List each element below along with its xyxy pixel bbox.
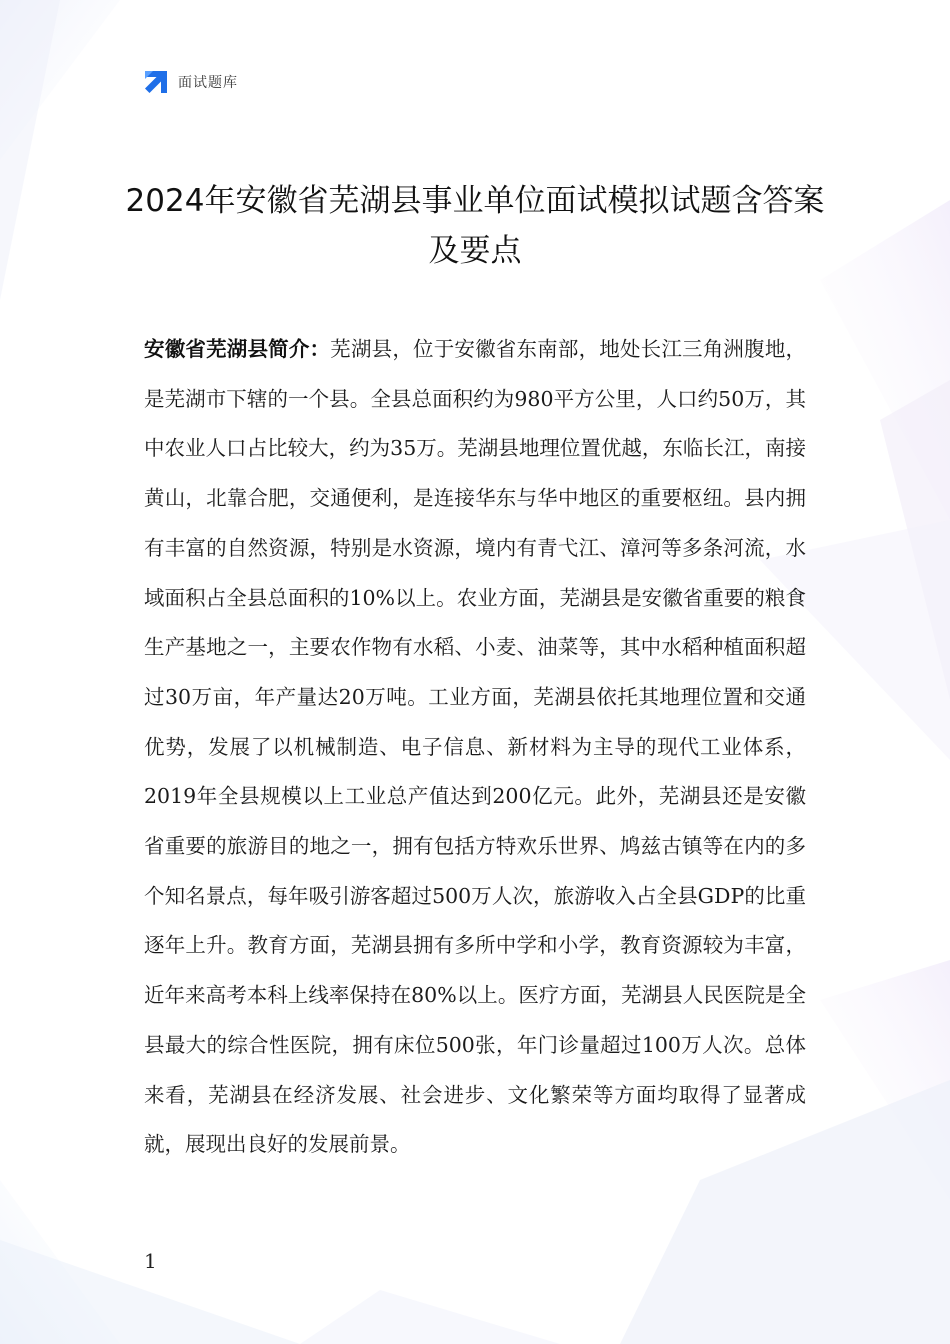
document-title: 2024年安徽省芜湖县事业单位面试模拟试题含答案及要点 [125, 183, 825, 269]
intro-paragraph [144, 325, 806, 1170]
page-number: 1 [144, 1249, 157, 1273]
brand-header [143, 68, 238, 96]
brand-name: 面试题库 [178, 75, 238, 91]
intro-body: 芜湖县，位于安徽省东南部，地处长江三角洲腹地，是芜湖市下辖的一个县。全县总面积约为980平方公里，人口约50万，其中农业人口占比较大，约为35万。芜湖县地理位置优越，东临长江，南接黄山，北靠合肥，交通便利，是连接华东与华中地区的重要枢纽。县内拥有丰富的自然资源，特别是水资源，境内有青弋江、漳河等多条河流，水域面积占全县总面积的10%以上。农业方面，芜湖县是安徽省重要的粮食生产基地之一，主要农作物有水稻、小麦、油菜等，其中水稻种植面积超过30万亩，年产量达20万吨。工业方面，芜湖县依托其地理位置和交通优势，发展了以机械制造、电子信息、新材料为主导的现代工业体系，2019年全县规模以上工业总产值达到200亿元。此外，芜湖县还是安徽省重要的旅游目的地之一，拥有包括方特欢乐世界、鸠兹古镇等在内的多个知名景点，每年吸引游客超过500万人次，旅游收入占全县GDP的比重逐年上升。教育方面，芜湖县拥有多所中学和小学，教育资源较为丰富，近年来高考本科上线率保持在80%以上。医疗方面，芜湖县人民医院是全县最大的综合性医院，拥有床位500张，年门诊量超过100万人次。总体来看，芜湖县在经济发展、社会进步、文化繁荣等方面均取得了显著成就，展现出良好的发展前景。 [144, 337, 807, 1157]
arrow-up-right-icon [143, 69, 169, 95]
intro-label: 安徽省芜湖县简介： [144, 337, 331, 361]
